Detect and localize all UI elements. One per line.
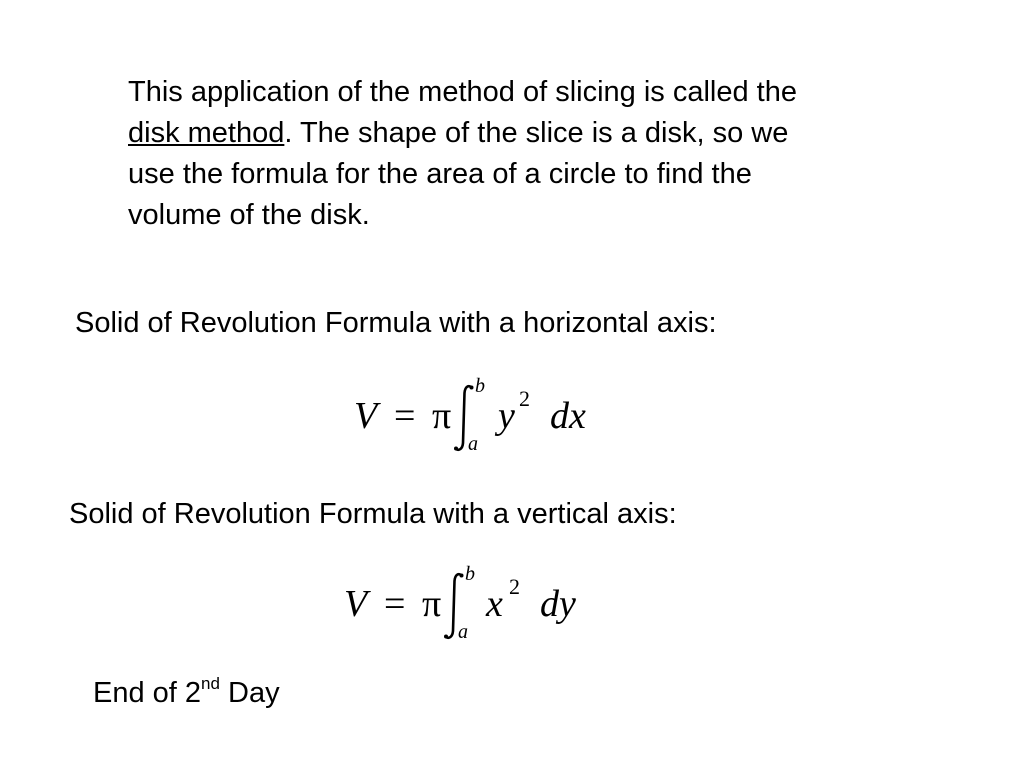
- formula-lower-limit: a: [458, 621, 468, 643]
- formula-upper-limit: b: [465, 563, 475, 585]
- intro-paragraph: [128, 72, 928, 236]
- formula-exponent: 2: [519, 386, 530, 411]
- paragraph-line-2: [128, 113, 928, 154]
- formula-pi-symbol: π: [432, 395, 452, 437]
- end-of-day-note: [93, 675, 280, 711]
- formula-equals-sign: =: [384, 583, 406, 625]
- horizontal-axis-formula: [354, 376, 604, 456]
- formula-volume-symbol: V: [344, 583, 368, 625]
- vertical-axis-heading: Solid of Revolution Formula with a vertical axis:: [69, 498, 677, 530]
- paragraph-line-3: use the formula for the area of a circle to find the: [128, 158, 752, 190]
- ending-prefix: End of 2: [93, 677, 202, 709]
- horizontal-axis-heading: Solid of Revolution Formula with a horizontal axis:: [75, 307, 717, 339]
- paragraph-line-1: This application of the method of slicing is called the: [128, 76, 797, 108]
- paragraph-line-4: volume of the disk.: [128, 199, 370, 231]
- formula-lower-limit: a: [468, 433, 478, 455]
- formula-exponent: 2: [509, 574, 520, 599]
- formula-equals-sign: =: [394, 395, 416, 437]
- formula-volume-symbol: V: [354, 395, 378, 437]
- paragraph-line-2-rest: . The shape of the slice is a disk, so we: [284, 117, 789, 149]
- disk-method-term: disk method: [128, 117, 285, 149]
- vertical-axis-formula: [344, 564, 594, 644]
- ending-superscript: nd: [201, 674, 220, 693]
- formula-pi-symbol: π: [422, 583, 442, 625]
- formula-differential: dy: [540, 583, 576, 625]
- formula-integrand-base: y: [498, 395, 515, 437]
- formula-differential: dx: [550, 395, 586, 437]
- formula-integrand-base: x: [486, 583, 503, 625]
- formula-upper-limit: b: [475, 375, 485, 397]
- ending-suffix: Day: [219, 677, 280, 709]
